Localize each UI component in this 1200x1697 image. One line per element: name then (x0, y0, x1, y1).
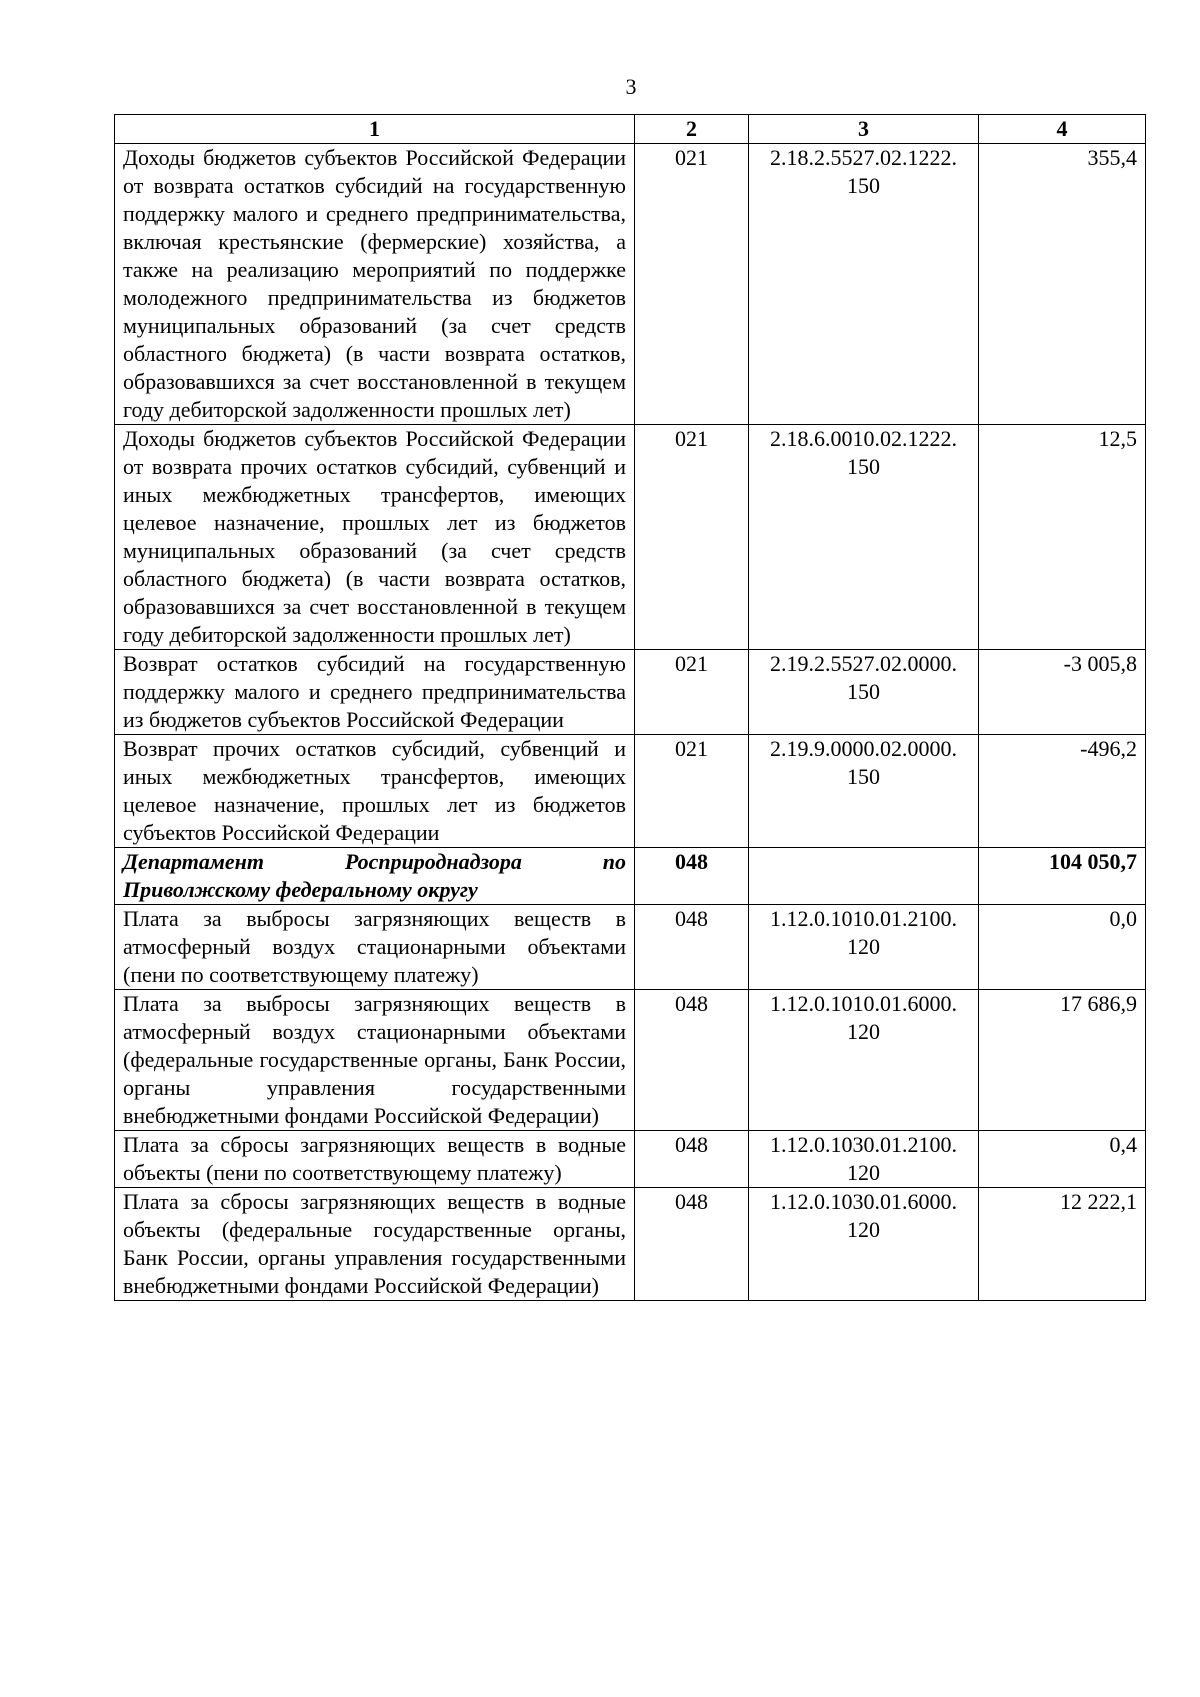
row-budget-code (749, 650, 979, 735)
row-amount: -496,2 (979, 735, 1146, 848)
budget-code-line-2: 150 (847, 764, 880, 789)
budget-table (114, 114, 1146, 1301)
row-budget-code (749, 1131, 979, 1188)
budget-code-line-2: 150 (847, 454, 880, 479)
budget-code-line-2: 120 (847, 934, 880, 959)
row-amount: 0,0 (979, 905, 1146, 990)
row-admin-code: 021 (635, 735, 749, 848)
table-row (115, 144, 1146, 425)
row-description: Плата за выбросы загрязняющих веществ в атмосферный воздух стационарными объектами (пени по соответствующему платежу) (115, 905, 635, 990)
column-header-3: 3 (749, 115, 979, 144)
column-header-2: 2 (635, 115, 749, 144)
budget-code-line-1: 2.19.9.0000.02.0000. (770, 736, 957, 761)
row-description: Возврат остатков субсидий на государственную поддержку малого и среднего предпринимательства из бюджетов субъектов Российской Федерации (115, 650, 635, 735)
row-budget-code (749, 905, 979, 990)
row-admin-code: 021 (635, 425, 749, 650)
table-header-row (115, 115, 1146, 144)
table-row (115, 1131, 1146, 1188)
row-admin-code: 021 (635, 650, 749, 735)
table-row (115, 990, 1146, 1131)
row-description: Плата за сбросы загрязняющих веществ в водные объекты (федеральные государственные органы, Банк России, органы управления государственными внебюджетными фондами Российской Федерации) (115, 1188, 635, 1301)
budget-code-line-2: 120 (847, 1217, 880, 1242)
row-admin-code: 048 (635, 1188, 749, 1301)
budget-code-line-1: 2.18.6.0010.02.1222. (770, 426, 957, 451)
row-admin-code: 048 (635, 848, 749, 905)
budget-code-line-2: 150 (847, 173, 880, 198)
table-row (115, 735, 1146, 848)
row-amount: 0,4 (979, 1131, 1146, 1188)
row-description: Доходы бюджетов субъектов Российской Федерации от возврата прочих остатков субсидий, субвенций и иных межбюджетных трансфертов, имеющих целевое назначение, прошлых лет из бюджетов муниципальных образований (за счет средств областного бюджета) (в части возврата остатков, образовавшихся за счет восстановленной в текущем году дебиторской задолженности прошлых лет) (115, 425, 635, 650)
budget-code-line-2: 120 (847, 1160, 880, 1185)
table-row (115, 650, 1146, 735)
budget-code-line-2: 120 (847, 1019, 880, 1044)
row-budget-code (749, 990, 979, 1131)
table-row-section-heading (115, 848, 1146, 905)
row-budget-code (749, 848, 979, 905)
table-row (115, 1188, 1146, 1301)
row-description: Плата за выбросы загрязняющих веществ в атмосферный воздух стационарными объектами (федеральные государственные органы, Банк России, органы управления государственными внебюджетными фондами Российской Федерации) (115, 990, 635, 1131)
row-budget-code (749, 425, 979, 650)
row-budget-code (749, 1188, 979, 1301)
table-row (115, 905, 1146, 990)
column-header-1: 1 (115, 115, 635, 144)
page-number: 3 (625, 74, 637, 99)
row-description: Доходы бюджетов субъектов Российской Федерации от возврата остатков субсидий на государственную поддержку малого и среднего предпринимательства, включая крестьянские (фермерские) хозяйства, а также на реализацию мероприятий по поддержке молодежного предпринимательства из бюджетов муниципальных образований (за счет средств областного бюджета) (в части возврата остатков, образовавшихся за счет восстановленной в текущем году дебиторской задолженности прошлых лет) (115, 144, 635, 425)
row-description: Плата за сбросы загрязняющих веществ в водные объекты (пени по соответствующему платежу) (115, 1131, 635, 1188)
row-budget-code (749, 735, 979, 848)
row-amount: 17 686,9 (979, 990, 1146, 1131)
row-amount: 104 050,7 (979, 848, 1146, 905)
budget-code-line-1: 1.12.0.1010.01.2100. (770, 906, 957, 931)
budget-code-line-1: 2.18.2.5527.02.1222. (770, 145, 957, 170)
row-admin-code: 048 (635, 1131, 749, 1188)
budget-code-line-2: 150 (847, 679, 880, 704)
budget-code-line-1: 1.12.0.1030.01.6000. (770, 1189, 957, 1214)
row-budget-code (749, 144, 979, 425)
row-amount: 12 222,1 (979, 1188, 1146, 1301)
budget-code-line-1: 1.12.0.1010.01.6000. (770, 991, 957, 1016)
row-amount: -3 005,8 (979, 650, 1146, 735)
row-amount: 355,4 (979, 144, 1146, 425)
row-admin-code: 048 (635, 905, 749, 990)
row-amount: 12,5 (979, 425, 1146, 650)
row-admin-code: 021 (635, 144, 749, 425)
budget-code-line-1: 1.12.0.1030.01.2100. (770, 1132, 957, 1157)
column-header-4: 4 (979, 115, 1146, 144)
row-description: Возврат прочих остатков субсидий, субвенций и иных межбюджетных трансфертов, имеющих целевое назначение, прошлых лет из бюджетов субъектов Российской Федерации (115, 735, 635, 848)
budget-code-line-1: 2.19.2.5527.02.0000. (770, 651, 957, 676)
row-admin-code: 048 (635, 990, 749, 1131)
table-row (115, 425, 1146, 650)
row-description: Департамент Росприроднадзора по Приволжскому федеральному округу (115, 848, 635, 905)
